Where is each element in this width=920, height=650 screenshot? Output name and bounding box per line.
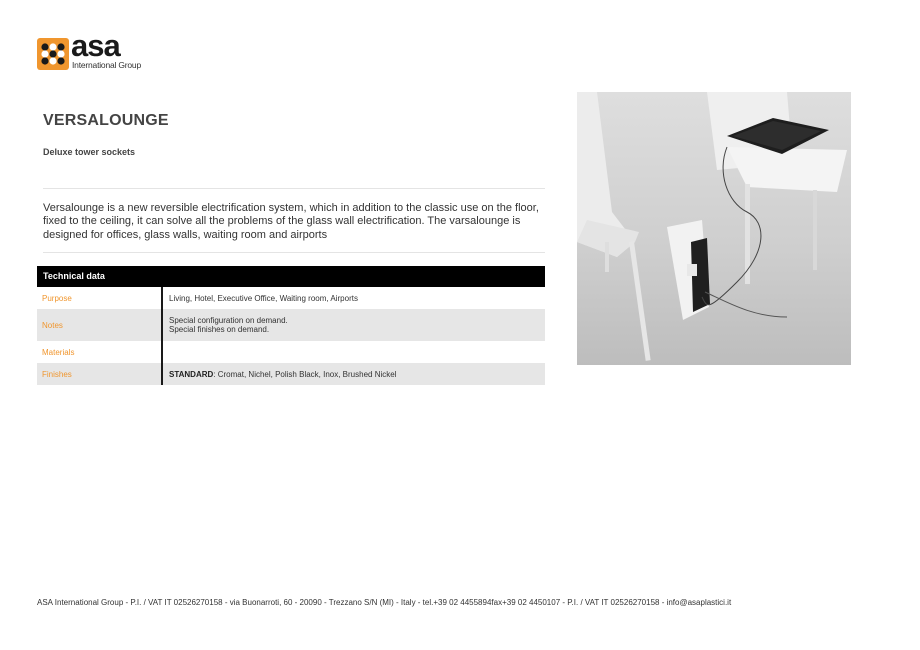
row-key: Finishes xyxy=(37,363,163,385)
logo-wordmark: asa xyxy=(71,28,120,63)
row-value xyxy=(163,341,169,363)
product-photo xyxy=(577,92,851,365)
table-header: Technical data xyxy=(37,266,545,287)
row-key: Notes xyxy=(37,309,163,341)
logo-subline: International Group xyxy=(72,60,141,70)
logo-mark-icon xyxy=(37,38,69,70)
product-description: Versalounge is a new reversible electrification system, which in addition to the classic use on the floor, fixed to the ceiling, it can solve all the problems of the glass wall electrification. The varsalounge is designed for offices, glass walls, waiting room and airports xyxy=(43,202,539,241)
row-value-line: Living, Hotel, Executive Office, Waiting room, Airports xyxy=(169,293,358,303)
table-row xyxy=(37,309,545,341)
page-title: VERSALOUNGE xyxy=(43,112,169,129)
technical-data-table xyxy=(37,266,545,385)
row-value-line: Special finishes on demand. xyxy=(169,325,270,334)
footer-contact: ASA International Group - P.I. / VAT IT 02526270158 - via Buonarroti, 60 - 20090 - Trezzano S/N (MI) - Italy - tel.+39 02 4455894fax+39 02 4450107 - P.I. / VAT IT 02526270158 - info@asaplastici.it xyxy=(37,598,732,607)
row-value-line xyxy=(169,370,396,379)
row-value xyxy=(163,309,288,341)
row-value xyxy=(163,363,396,385)
divider xyxy=(43,188,545,189)
table-row xyxy=(37,287,545,309)
divider xyxy=(43,252,545,253)
row-value xyxy=(163,287,358,309)
row-value-rest: : Cromat, Nichel, Polish Black, Inox, Brushed Nickel xyxy=(213,369,397,379)
table-row xyxy=(37,341,545,363)
page-subtitle: Deluxe tower sockets xyxy=(43,147,136,157)
row-value-strong: STANDARD xyxy=(169,369,214,379)
product-photo-icon xyxy=(577,92,851,365)
table-row xyxy=(37,363,545,385)
row-key: Purpose xyxy=(37,287,163,309)
brand-logo xyxy=(37,28,141,72)
row-value-line: Special configuration on demand. xyxy=(169,316,288,325)
row-key: Materials xyxy=(37,341,163,363)
